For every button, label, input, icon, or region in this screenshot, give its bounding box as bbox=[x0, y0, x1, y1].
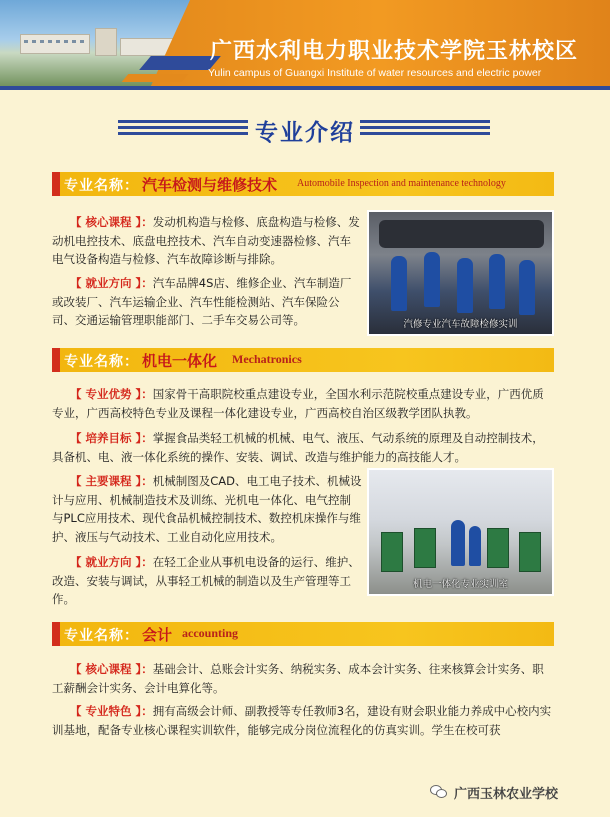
section-label: 专业名称： bbox=[64, 178, 139, 194]
title-deco-left bbox=[118, 120, 248, 136]
paragraph-tag: 【 就业方向 】： bbox=[70, 555, 153, 569]
paragraph-advantages bbox=[52, 385, 554, 422]
photo-mechatronics-lab bbox=[367, 468, 554, 596]
section-name-en: accounting bbox=[182, 626, 239, 640]
main-title-area bbox=[0, 108, 610, 148]
photo-caption: 机电一体化专业实训室 bbox=[412, 579, 508, 590]
photo-auto-repair-training bbox=[367, 210, 554, 336]
header-title: 广西水利电力职业技术学院玉林校区 bbox=[210, 39, 579, 64]
paragraph-text: 发动机构造与检修、底盘构造与检修、发动机电控技术、底盘电控技术、汽车自动变速器检修、汽车电气设备构造与检修、汽车故障诊断与排除。 bbox=[52, 215, 360, 266]
paragraph-goals bbox=[52, 429, 554, 466]
section-name: 机电一体化 bbox=[142, 352, 218, 370]
paragraph-text: 机械制图及CAD、电工电子技术、机械设计与应用、机械制造技术及训练、光机电一体化、电气控制与PLC应用技术、现代食品机械控制技术、数控机床操作与维护、液压与气动技术、工业自动化应用技术。 bbox=[52, 474, 362, 544]
section-bar-automobile bbox=[52, 172, 554, 196]
paragraph-tag: 【 主要课程 】： bbox=[70, 474, 153, 488]
wechat-icon bbox=[430, 784, 448, 800]
header-banner bbox=[0, 0, 610, 95]
paragraph-core-courses bbox=[52, 213, 360, 269]
paragraph-text: 拥有高级会计师、副教授等专任教师3名，建设有财会职业能力养成中心校内实训基地，配备专业核心课程实训软件，能够完成分岗位流程化的仿真实训。学生在校可获 bbox=[52, 704, 552, 737]
section-label: 专业名称： bbox=[64, 628, 139, 644]
section-name: 汽车检测与维修技术 bbox=[142, 176, 278, 194]
section-bar-mechatronics bbox=[52, 348, 554, 372]
photo-caption: 汽修专业汽车故障检修实训 bbox=[403, 319, 518, 330]
paragraph-employment bbox=[52, 553, 362, 609]
paragraph-text: 在轻工企业从事机电设备的运行、维护、改造、安装与调试，从事轻工机械的制造以及生产管理等工作。 bbox=[52, 555, 360, 606]
paragraph-tag: 【 核心课程 】： bbox=[70, 662, 153, 676]
title-deco-right bbox=[360, 120, 490, 136]
paragraph-tag: 【 就业方向 】： bbox=[70, 276, 153, 290]
section-name-en: Mechatronics bbox=[232, 352, 302, 366]
watermark-text: 广西玉林农业学校 bbox=[454, 786, 559, 802]
section-name: 会计 bbox=[142, 626, 173, 644]
paragraph-tag: 【 核心课程 】： bbox=[70, 215, 153, 229]
paragraph-text: 掌握食品类轻工机械的机械、电气、液压、气动系统的原理及自动控制技术，具备机、电、液一体化系统的操作、安装、调试、改造与维护能力的高技能人才。 bbox=[52, 431, 544, 464]
paragraph-employment bbox=[52, 274, 360, 330]
wechat-watermark bbox=[430, 782, 558, 802]
paragraph-tag: 【 专业特色 】： bbox=[70, 704, 153, 718]
page-title: 专业介绍 bbox=[255, 120, 355, 146]
paragraph-tag: 【 培养目标 】： bbox=[70, 431, 153, 445]
paragraph-main-courses bbox=[52, 472, 362, 546]
paragraph-text: 国家骨干高职院校重点建设专业，全国水利示范院校重点建设专业，广西优质专业，广西高校特色专业及课程一体化建设专业，广西高校自治区级教学团队执教。 bbox=[52, 387, 544, 420]
paragraph-core-courses bbox=[52, 660, 554, 697]
section-bar-accounting bbox=[52, 622, 554, 646]
paragraph-features bbox=[52, 702, 554, 739]
paragraph-text: 汽车品牌4S店、维修企业、汽车制造厂或改装厂、汽车运输企业、汽车性能检测站、汽车保险公司、交通运输管理职能部门、二手车交易公司等。 bbox=[52, 276, 352, 327]
paragraph-text: 基础会计、总账会计实务、纳税实务、成本会计实务、往来核算会计实务、职工薪酬会计实务、会计电算化等。 bbox=[52, 662, 544, 695]
section-label: 专业名称： bbox=[64, 354, 139, 370]
paragraph-tag: 【 专业优势 】： bbox=[70, 387, 153, 401]
header-subtitle: Yulin campus of Guangxi Institute of water resources and electric power bbox=[208, 67, 542, 79]
section-name-en: Automobile Inspection and maintenance technology bbox=[297, 178, 506, 189]
